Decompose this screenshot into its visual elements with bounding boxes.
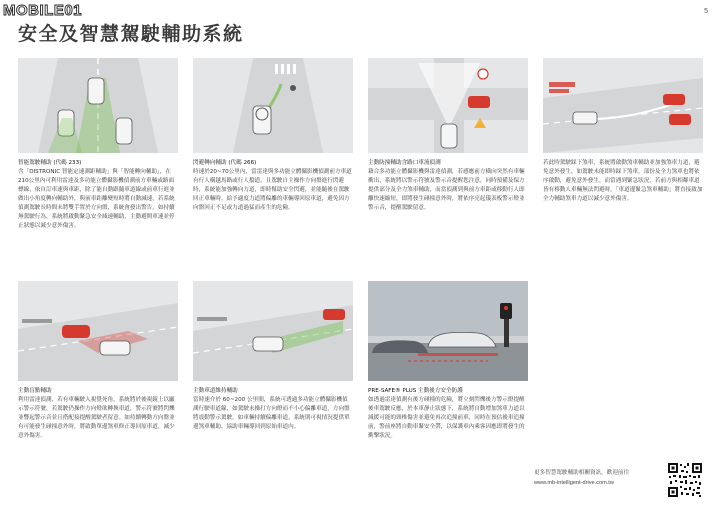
feature-card-brake-assist-continued: [543, 58, 703, 204]
footer-more-info: 更多智慧駕駛輔助相關資訊，歡迎前往: [534, 470, 630, 476]
feature-body: 若此時駕駛踩下煞車，系統將啟動煞車輔助並加強煞車力道，避免意外發生，如駕駛未能即時踩下煞車，部份及全力煞車也將依序啟動，避免意外發生，而當遇到緊急狀況，若前方與相鄰車道皆有移動人車輛無法閃避時，「車道邊緊急煞車輔助」將直接啟加全力輔助煞車力道以減少意外傷害。: [543, 160, 703, 202]
footer: [534, 468, 629, 488]
feature-card-pre-safe-plus: [368, 281, 528, 441]
evasive-steering-illustration: [193, 58, 353, 153]
feature-heading: 主動防撞輔助含路口車流偵測: [368, 160, 441, 166]
feature-body: 如透過雷達偵測有後方碰撞的危險，將立刻閃爍後方警示燈提醒後車駕駛反應，於本車靜止狀態下，系統將自動增加煞車力道以減緩可能的頸椎傷害並避免再次追撞前車，同時在預估後車追撞前，警前座將自動車緊安全帶，以保護車內乘客因應即將發生的衝擊狀況。: [368, 397, 525, 439]
feature-card-blind-spot-assist: [18, 281, 178, 441]
qr-code-icon[interactable]: [667, 462, 703, 498]
pre-safe-plus-illustration: [368, 281, 528, 381]
emergency-brake-illustration: [543, 58, 703, 153]
feature-heading: 主動盲點輔助: [18, 388, 52, 394]
feature-body: 時速於20~70公里內，當雷達與多功能立體攝影機偵測前方車道有行人橫越馬路或行人擋道，且駕駛自主操作方向盤進行閃避時，系統能加強轉向力道，即時幫助安全閃避，並能隨後在駕駛回正車輛時，給予適度力道將偏離的車輛導回原車道，避免因方向盤回正不足或力道過猛而產生的危險。: [193, 169, 352, 211]
feature-card-lane-keeping-assist: [193, 281, 353, 432]
feature-card-evasive-steering: [193, 58, 353, 213]
feature-heading: 閃避轉向輔助 (代碼 266): [193, 160, 257, 166]
feature-heading: 智能駕駛輔助 (代碼 233): [18, 160, 82, 166]
footer-url-link[interactable]: www.mb-intelligent-drive.com.tw: [534, 480, 614, 486]
feature-heading: PRE-SAFE® PLUS 主動後方安全防護: [368, 388, 463, 394]
feature-card-active-brake-assist: [368, 58, 528, 213]
brake-assist-illustration: [368, 58, 528, 153]
feature-body: 利用雷達偵測，若有車輛駛入視覺死角，系統將於後視鏡上以顯示警示符號，若駕駛仍操作方向燈欲轉換車道，警示符號將閃爍並響起警示音並且搭配接提醒駕駛者留意。如持續轉動方向盤並有可能發生碰撞意外時，將啟動單邊煞車修正導回原車道，減少意外傷害。: [18, 397, 175, 439]
feature-card-drive-pilot: [18, 58, 178, 231]
feature-body: 當時速介於 60~200 公里間，系統可透過多功能立體攝影機偵測行駛車道線，如駕駛未操打方向燈而不小心偏離車道，方向盤將震動警示駕駛，如車輛持續偏離車道，系統則可視情況提供單邊煞車輔助，協助車輛導回到原始車道內。: [193, 397, 350, 430]
feature-heading: 主動車道維持輔助: [193, 388, 238, 394]
lane-keeping-illustration: [193, 281, 353, 381]
page-number: 5: [704, 8, 708, 15]
drive-pilot-illustration: [18, 58, 178, 153]
feature-body: 藉合多功能立體攝影機與雷達偵測，若感應前方橫向突然有車輛衝出，系統將以警示符號及警示音提醒您注意，同時預備及保方提供部分及全力煞車輔助，而當偵測到與前方車距或移動行人即離快速縮短，即將發生碰撞意外時，將依序亮起儀表板警示燈並警示音，提醒駕駛留意。: [368, 169, 525, 211]
logo-text: MOBILE01: [3, 2, 83, 19]
page-title: 安全及智慧駕駛輔助系統: [18, 23, 244, 45]
blind-spot-illustration: [18, 281, 178, 381]
feature-body: 含「DISTRONIC 智能定速測距輔助」與「智能轉向輔助」，在210公里內可利用雷達及多功能立體攝影機偵測前方車輛或路面標線，依自訂車速與車距，除了能自動跟隨車道線或前車行進並做出小角度轉向輔助外，與前車距離變短時將自動減速，若系統偵測駕駛長時間未將雙手置於方向盤，系統會發出警告，如持續無駕駛行為，系統將啟動緊急安全減速輔助，主動避開車速並停止狀態以減少意外傷害。: [18, 169, 175, 229]
